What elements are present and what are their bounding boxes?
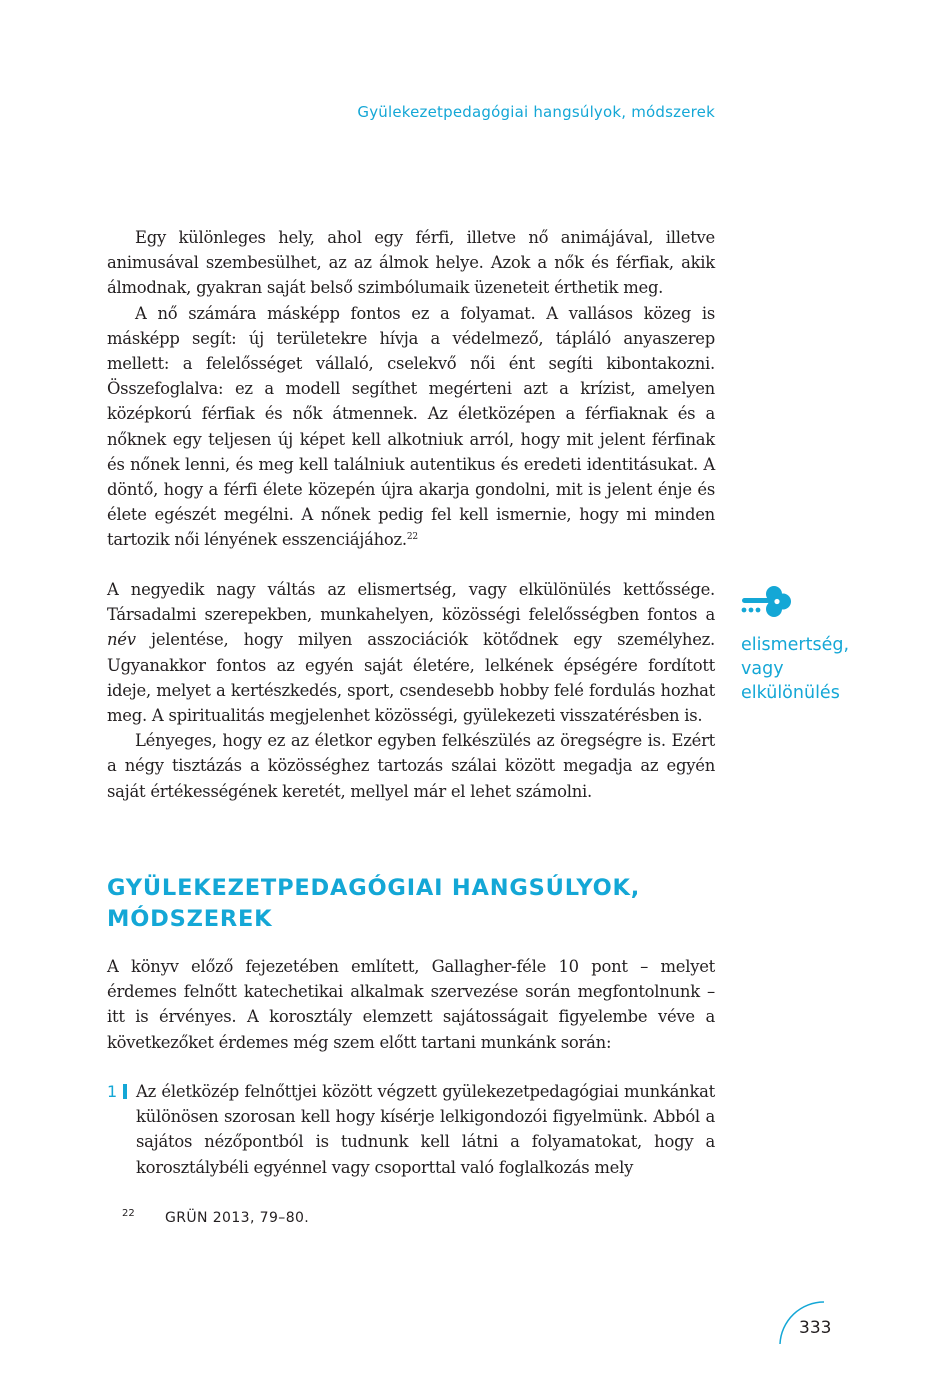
margin-keyword-line: vagy — [741, 659, 784, 679]
margin-keyword-line: elkülönülés — [741, 683, 840, 703]
paragraph: Lényeges, hogy ez az életkor egyben felkészülés az öregségre is. Ezért a négy tisztázás a közösséghez tartozás szálai között megadja az egyén saját értékességének keretét, mellyel már el lehet számolni. — [107, 731, 715, 801]
paragraph-with-footnote — [107, 301, 715, 553]
list-item-text: Az életközép felnőttjei között végzett gyülekezetpedagógiai munkánkat különösen szorosan kell hogy kísérje lelkigondozói figyelmünk. Abból a sajátos nézőpontból is tudnunk kell látni a folyamatokat, hogy a korosztálybéli egyénnel vagy csoporttal való foglalkozás mely — [136, 1082, 715, 1177]
paragraph-text-end: jelentése, hogy milyen asszociációk kötődnek egy személyhez. Ugyanakkor fontos az egyén saját életére, lelkének épségére fordított ideje, melyet a kertészkedés, sport, csendesebb hobby felé fordulás hozhat meg. A spiritualitás megjelenhet közösségi, gyülekezeti visszatérésben is. — [107, 630, 715, 726]
key-icon — [740, 583, 792, 619]
margin-keyword-line: elismertség, — [741, 635, 850, 655]
page-number: 333 — [799, 1318, 832, 1338]
paragraph-text: A nő számára másképp fontos ez a folyamat. A vallásos közeg is másképp segít: új területekre hívja a védelmező, tápláló anyaszerep mellett: a felelősséget vállaló, cselekvő női ént segíti kibontakozni. Összefoglalva: ez a modell segíthet megérteni azt a krízist, amelyen középkorú férfiak és nők átmennek. Az életközépen a férfiaknak és a nőknek egy teljesen új képet kell alkotniuk arról, hogy mit jelent férfinak és nőnek lenni, és meg kell találniuk autentikus és eredeti identitásukat. A döntő, hogy a férfi élete közepén újra akarja gondolni, mit is jelent énje és élete egészét megélni. A nőnek pedig fel kell ismernie, hogy mi minden tartozik női lényének esszenciájához. — [107, 303, 715, 550]
section-heading-line: GYÜLEKEZETPEDAGÓGIAI HANGSÚLYOK, — [107, 875, 641, 901]
list-item — [107, 1079, 715, 1180]
footnote-reference[interactable]: 22 — [406, 532, 418, 543]
paragraph-text-start: A negyedik nagy váltás az elismertség, vagy elkülönülés kettőssége. Társadalmi szerepekben, munkahelyen, közösségi felelősségben fontos a — [107, 580, 715, 625]
paragraph — [107, 577, 715, 728]
section-heading — [107, 873, 727, 935]
list-item-number: 1 — [107, 1082, 117, 1101]
margin-keyword — [741, 633, 891, 705]
paragraph: Egy különleges hely, ahol egy férfi, illetve nő animájával, illetve animusával szembesülhet, az az álmok helye. Azok a nők és férfiak, akik álmodnak, gyakran saját belső szimbólumaik üzeneteit érthetik meg. — [107, 228, 715, 298]
list-marker-bar — [123, 1084, 127, 1099]
running-head: Gyülekezetpedagógiai hangsúlyok, módszerek — [357, 103, 715, 121]
text-block-recognition — [107, 577, 715, 804]
footnote-number: 22 — [122, 1208, 135, 1219]
footnote-text: GRÜN 2013, 79–80. — [165, 1210, 310, 1226]
section-heading-line: MÓDSZEREK — [107, 906, 273, 932]
paragraph: A könyv előző fejezetében említett, Gallagher-féle 10 pont – melyet érdemes felnőtt katechetikai alkalmak szervezése során megfontolnunk – itt is érvényes. A korosztály elemzett sajátosságait figyelembe véve a következőket érdemes még szem előtt tartani munkánk során: — [107, 957, 715, 1052]
text-block-dreams — [107, 225, 715, 553]
section-intro — [107, 954, 715, 1055]
emphasized-word: név — [107, 630, 136, 650]
